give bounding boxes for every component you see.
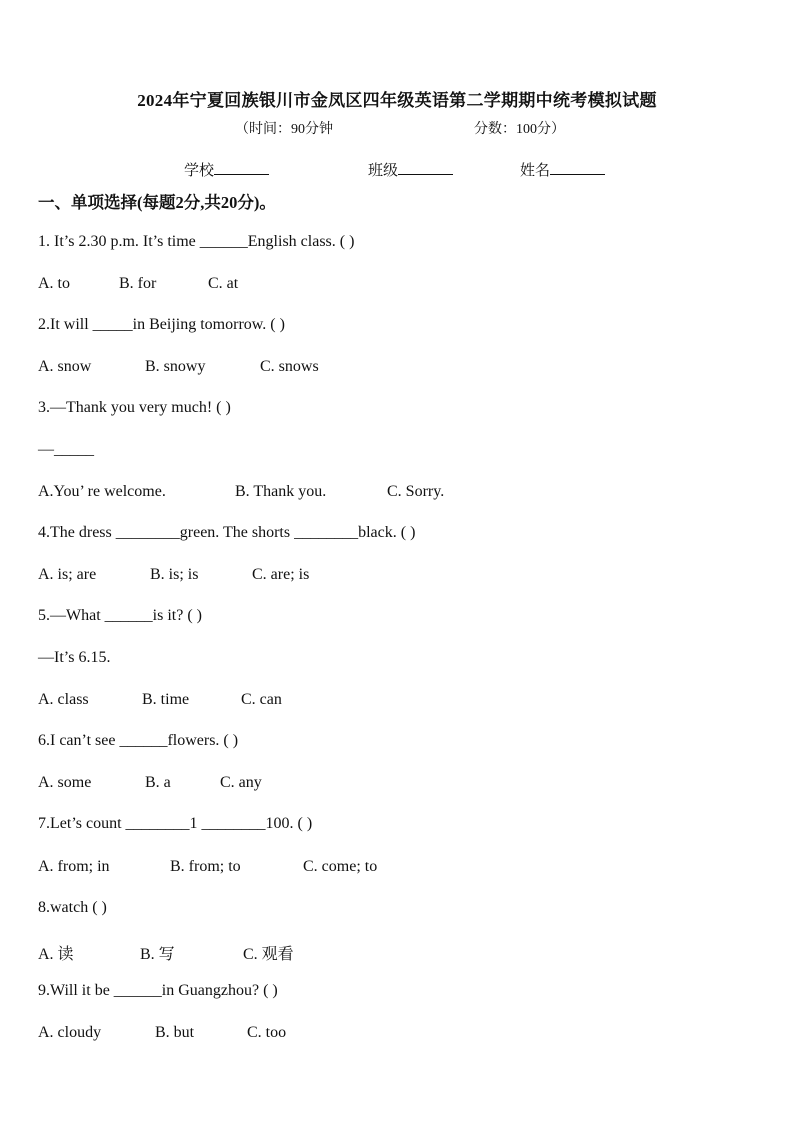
question-3-option-c[interactable]: C. Sorry. xyxy=(387,483,445,500)
name-field[interactable] xyxy=(520,159,605,180)
question-7-stem: 7.Let’s count ________1 ________100. ( ) xyxy=(38,815,313,832)
question-8-option-b[interactable]: B. 写 xyxy=(140,946,175,963)
question-6-option-a[interactable]: A. some xyxy=(38,774,92,791)
school-blank[interactable] xyxy=(214,160,269,175)
total-score: 分数：100分） xyxy=(474,122,565,137)
class-field[interactable] xyxy=(368,159,453,180)
question-5-option-a[interactable]: A. class xyxy=(38,691,89,708)
question-4-option-b[interactable]: B. is; is xyxy=(150,566,199,583)
question-3-option-a[interactable]: A.You’ re welcome. xyxy=(38,483,166,500)
class-label: 班级 xyxy=(368,163,399,179)
question-8-option-a[interactable]: A. 读 xyxy=(38,946,74,963)
exam-title: 2024年宁夏回族银川市金凤区四年级英语第二学期期中统考模拟试题 xyxy=(137,91,657,110)
question-3-reply: —_____ xyxy=(38,441,94,458)
name-label: 姓名 xyxy=(520,163,551,179)
question-7-option-a[interactable]: A. from; in xyxy=(38,858,110,875)
question-7-option-b[interactable]: B. from; to xyxy=(170,858,241,875)
question-5-option-c[interactable]: C. can xyxy=(241,691,282,708)
question-5-option-b[interactable]: B. time xyxy=(142,691,190,708)
question-9-option-c[interactable]: C. too xyxy=(247,1024,287,1041)
question-1-option-b[interactable]: B. for xyxy=(119,275,157,292)
question-6-stem: 6.I can’t see ______flowers. ( ) xyxy=(38,732,239,749)
question-3-option-b[interactable]: B. Thank you. xyxy=(235,483,327,500)
question-4-option-c[interactable]: C. are; is xyxy=(252,566,310,583)
question-6-option-b[interactable]: B. a xyxy=(145,774,171,791)
question-2-stem: 2.It will _____in Beijing tomorrow. ( ) xyxy=(38,316,285,333)
exam-meta xyxy=(235,118,565,138)
section-heading: 一、单项选择(每题2分,共20分)。 xyxy=(38,193,276,212)
school-field[interactable] xyxy=(184,159,269,180)
question-1-stem: 1. It’s 2.30 p.m. It’s time ______English class. ( ) xyxy=(38,233,355,250)
time-limit: （时间：90分钟 xyxy=(235,122,333,137)
question-7-option-c[interactable]: C. come; to xyxy=(303,858,378,875)
question-4-stem: 4.The dress ________green. The shorts ________black. ( ) xyxy=(38,524,416,541)
question-5-stem: 5.—What ______is it? ( ) xyxy=(38,607,202,624)
question-9-option-b[interactable]: B. but xyxy=(155,1024,195,1041)
school-label: 学校 xyxy=(184,163,215,179)
question-5-reply: —It’s 6.15. xyxy=(38,649,111,666)
question-9-stem: 9.Will it be ______in Guangzhou? ( ) xyxy=(38,982,278,999)
question-2-option-c[interactable]: C. snows xyxy=(260,358,319,375)
question-3-stem: 3.—Thank you very much! ( ) xyxy=(38,399,231,416)
question-6-option-c[interactable]: C. any xyxy=(220,774,262,791)
question-9-option-a[interactable]: A. cloudy xyxy=(38,1024,102,1041)
question-4-option-a[interactable]: A. is; are xyxy=(38,566,97,583)
name-blank[interactable] xyxy=(550,160,605,175)
question-1-option-a[interactable]: A. to xyxy=(38,275,70,292)
question-2-option-b[interactable]: B. snowy xyxy=(145,358,206,375)
question-2-option-a[interactable]: A. snow xyxy=(38,358,92,375)
class-blank[interactable] xyxy=(398,160,453,175)
question-8-option-c[interactable]: C. 观看 xyxy=(243,946,294,963)
question-1-option-c[interactable]: C. at xyxy=(208,275,239,292)
question-8-stem: 8.watch ( ) xyxy=(38,899,107,916)
